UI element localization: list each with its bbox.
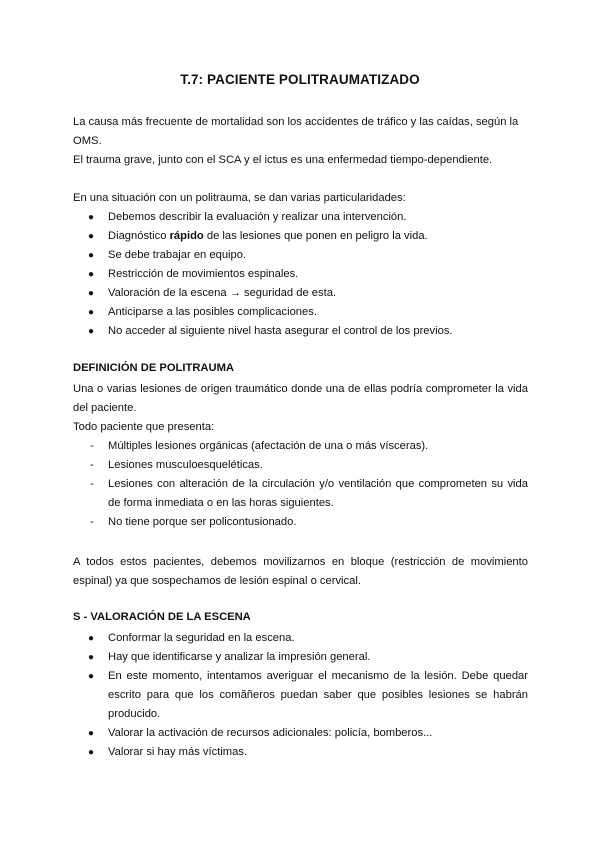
section-heading-definicion: DEFINICIÓN DE POLITRAUMA bbox=[73, 362, 234, 374]
bold-keyword: rápido bbox=[169, 230, 204, 242]
valoracion-list bbox=[73, 629, 528, 762]
section-heading-valoracion: S - VALORACIÓN DE LA ESCENA bbox=[73, 611, 251, 623]
intro-paragraph-1: La causa más frecuente de mortalidad son los accidentes de tráfico y las caídas, según la OMS. bbox=[73, 116, 519, 147]
bullet-icon: ● bbox=[88, 212, 95, 223]
bullet-icon: ● bbox=[88, 307, 95, 318]
particularidades-list bbox=[73, 208, 528, 341]
dash-icon: - bbox=[90, 459, 94, 471]
bullet-icon: ● bbox=[88, 747, 95, 758]
list-item: ● No acceder al siguiente nivel hasta asegurar el control de los previos. bbox=[73, 322, 528, 341]
list-item: ● Debemos describir la evaluación y realizar una intervención. bbox=[73, 208, 528, 227]
dash-icon: - bbox=[90, 440, 94, 452]
intro-paragraph-2: El trauma grave, junto con el SCA y el ictus es una enfermedad tiempo-dependiente. bbox=[73, 154, 493, 166]
list-item: ● Restricción de movimientos espinales. bbox=[73, 265, 528, 284]
bullet-icon: ● bbox=[88, 250, 95, 261]
list-item: - No tiene porque ser policontusionado. bbox=[73, 513, 528, 532]
list-item: ● Valorar si hay más víctimas. bbox=[73, 743, 528, 762]
list-item: ● Conformar la seguridad en la escena. bbox=[73, 629, 528, 648]
dash-icon: - bbox=[90, 516, 94, 528]
list-item: ● Diagnóstico rápido de las lesiones que ponen en peligro la vida. bbox=[73, 227, 528, 246]
particularidades-lead: En una situación con un politrauma, se dan varias particularidades: bbox=[73, 192, 406, 204]
definicion-list bbox=[73, 437, 528, 532]
list-item: - Múltiples lesiones orgánicas (afectación de una o más vísceras). bbox=[73, 437, 528, 456]
list-item: ● Anticiparse a las posibles complicaciones. bbox=[73, 303, 528, 322]
bullet-icon: ● bbox=[88, 652, 95, 663]
bullet-icon: ● bbox=[88, 326, 95, 337]
bullet-icon: ● bbox=[88, 671, 95, 682]
bullet-icon: ● bbox=[88, 231, 95, 242]
definicion-lead: Todo paciente que presenta: bbox=[73, 421, 215, 433]
list-item: ● Se debe trabajar en equipo. bbox=[73, 246, 528, 265]
bullet-icon: ● bbox=[88, 288, 95, 299]
bullet-icon: ● bbox=[88, 269, 95, 280]
bullet-icon: ● bbox=[88, 728, 95, 739]
list-item: ● En este momento, intentamos averiguar el mecanismo de la lesión. Debe quedar escrito para que los comãñeros puedan saber que posibles lesiones se habrán producido. bbox=[73, 667, 528, 724]
list-item: ● Valoración de la escena → seguridad de esta. bbox=[73, 284, 528, 303]
list-item: ● Hay que identificarse y analizar la impresión general. bbox=[73, 648, 528, 667]
list-item: - Lesiones musculoesqueléticas. bbox=[73, 456, 528, 475]
definicion-paragraph: Una o varias lesiones de origen traumático donde una de ellas podría comprometer la vida del paciente. bbox=[73, 383, 528, 414]
definicion-closing-paragraph: A todos estos pacientes, debemos movilizarnos en bloque (restricción de movimiento espinal) ya que sospechamos de lesión espinal o cervical. bbox=[73, 556, 528, 587]
bullet-icon: ● bbox=[88, 633, 95, 644]
list-item: - Lesiones con alteración de la circulación y/o ventilación que comprometen su vida de forma inmediata o en las horas siguientes. bbox=[73, 475, 528, 513]
page-title: T.7: PACIENTE POLITRAUMATIZADO bbox=[180, 72, 420, 87]
dash-icon: - bbox=[90, 478, 94, 490]
list-item: ● Valorar la activación de recursos adicionales: policía, bomberos... bbox=[73, 724, 528, 743]
